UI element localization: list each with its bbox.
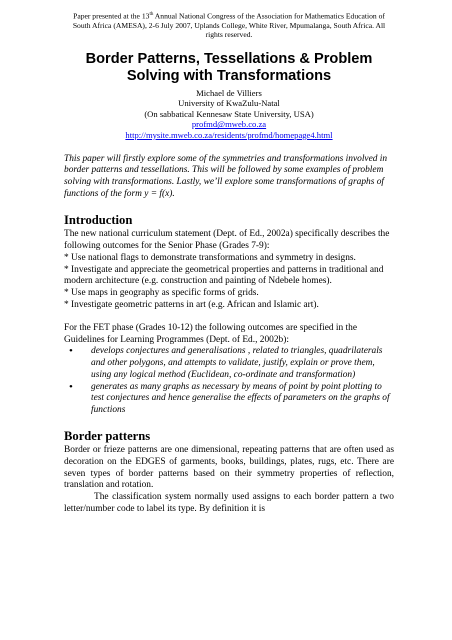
border-patterns-paragraph-1: Border or frieze patterns are one dimensional, repeating patterns that are often used as decoration on the EDGES of garments, books, buildings, plates, rugs, etc. There are seven types of border patterns based on their symmetry properties of reflection, translation and rotation. [64, 445, 394, 491]
author-email-link[interactable]: profmd@mweb.co.za [191, 119, 267, 130]
author-block [64, 88, 394, 141]
conference-note-line2: South Africa (AMESA), 2-6 July 2007, Uplands College, White River, Mpumalanga, South Africa. All [72, 20, 386, 30]
border-patterns-heading: Border patterns [64, 429, 151, 444]
conference-note-line3: rights reserved. [205, 29, 253, 39]
title-line2: Solving with Transformations [126, 67, 332, 84]
list-item-text: generates as many graphs as necessary by means of point by point plotting to test conjectures and hence generalise the effects of parameters on the graphs of functions [91, 381, 390, 416]
fet-outcomes-list [64, 346, 394, 417]
bullet-icon: • [69, 380, 73, 393]
spacer [64, 312, 394, 323]
outcome-item: * Investigate and appreciate the geometrical properties and patterns in traditional and modern architecture (e.g. construction and painting of Ndebele homes). [64, 264, 384, 287]
list-item-text: develops conjectures and generalisations , related to triangles, quadrilaterals and other polygons, and attempts to validate, justify, explain or prove them, using any logical method (Euclidean, co-ordinate and transformation) [91, 346, 383, 380]
list-item [64, 382, 394, 417]
introduction-heading: Introduction [64, 213, 133, 228]
title-line1: Border Patterns, Tessellations & Problem [85, 50, 373, 67]
author-sabbatical: (On sabbatical Kennesaw State University, USA) [144, 108, 314, 119]
list-item [64, 346, 394, 381]
author-affiliation: University of KwaZulu-Natal [178, 98, 280, 109]
conference-note [64, 10, 394, 39]
paper-page [64, 10, 394, 516]
introduction-paragraph-1: The new national curriculum statement (Dept. of Ed., 2002a) specifically describes the following outcomes for the Senior Phase (Grades 7-9): [64, 229, 390, 251]
outcome-item: * Use national flags to demonstrate transformations and symmetry in designs. [64, 252, 356, 263]
note-superscript: th [149, 12, 154, 17]
note-text: Annual National Congress of the Association for Mathematics Education of [153, 11, 385, 21]
author-homepage-link[interactable]: http://mysite.mweb.co.za/residents/profmd/homepage4.html [125, 129, 333, 140]
conference-note-line1 [64, 10, 394, 21]
bullet-icon: • [69, 345, 73, 358]
border-patterns-paragraph-2: The classification system normally used assigns to each border pattern a two letter/number code to label its type. By definition it is [64, 492, 394, 515]
outcome-item: * Use maps in geography as specific forms of grids. [64, 288, 259, 299]
outcome-item: * Investigate geometric patterns in art (e.g. African and Islamic art). [64, 299, 319, 310]
paper-title [64, 51, 394, 85]
note-text: Paper presented at the 13 [73, 11, 150, 21]
introduction-paragraph-2: For the FET phase (Grades 10-12) the following outcomes are specified in the Guidelines for Learning Programmes (Dept. of Ed., 2002b): [64, 322, 357, 345]
author-name: Michael de Villiers [196, 87, 262, 98]
abstract: This paper will firstly explore some of the symmetries and transformations involved in border patterns and tessellations. This will be followed by some examples of problem solving with transformations. Lastly, we’ll explore some transformations of graphs of functions of the form y = f(x). [64, 153, 388, 200]
